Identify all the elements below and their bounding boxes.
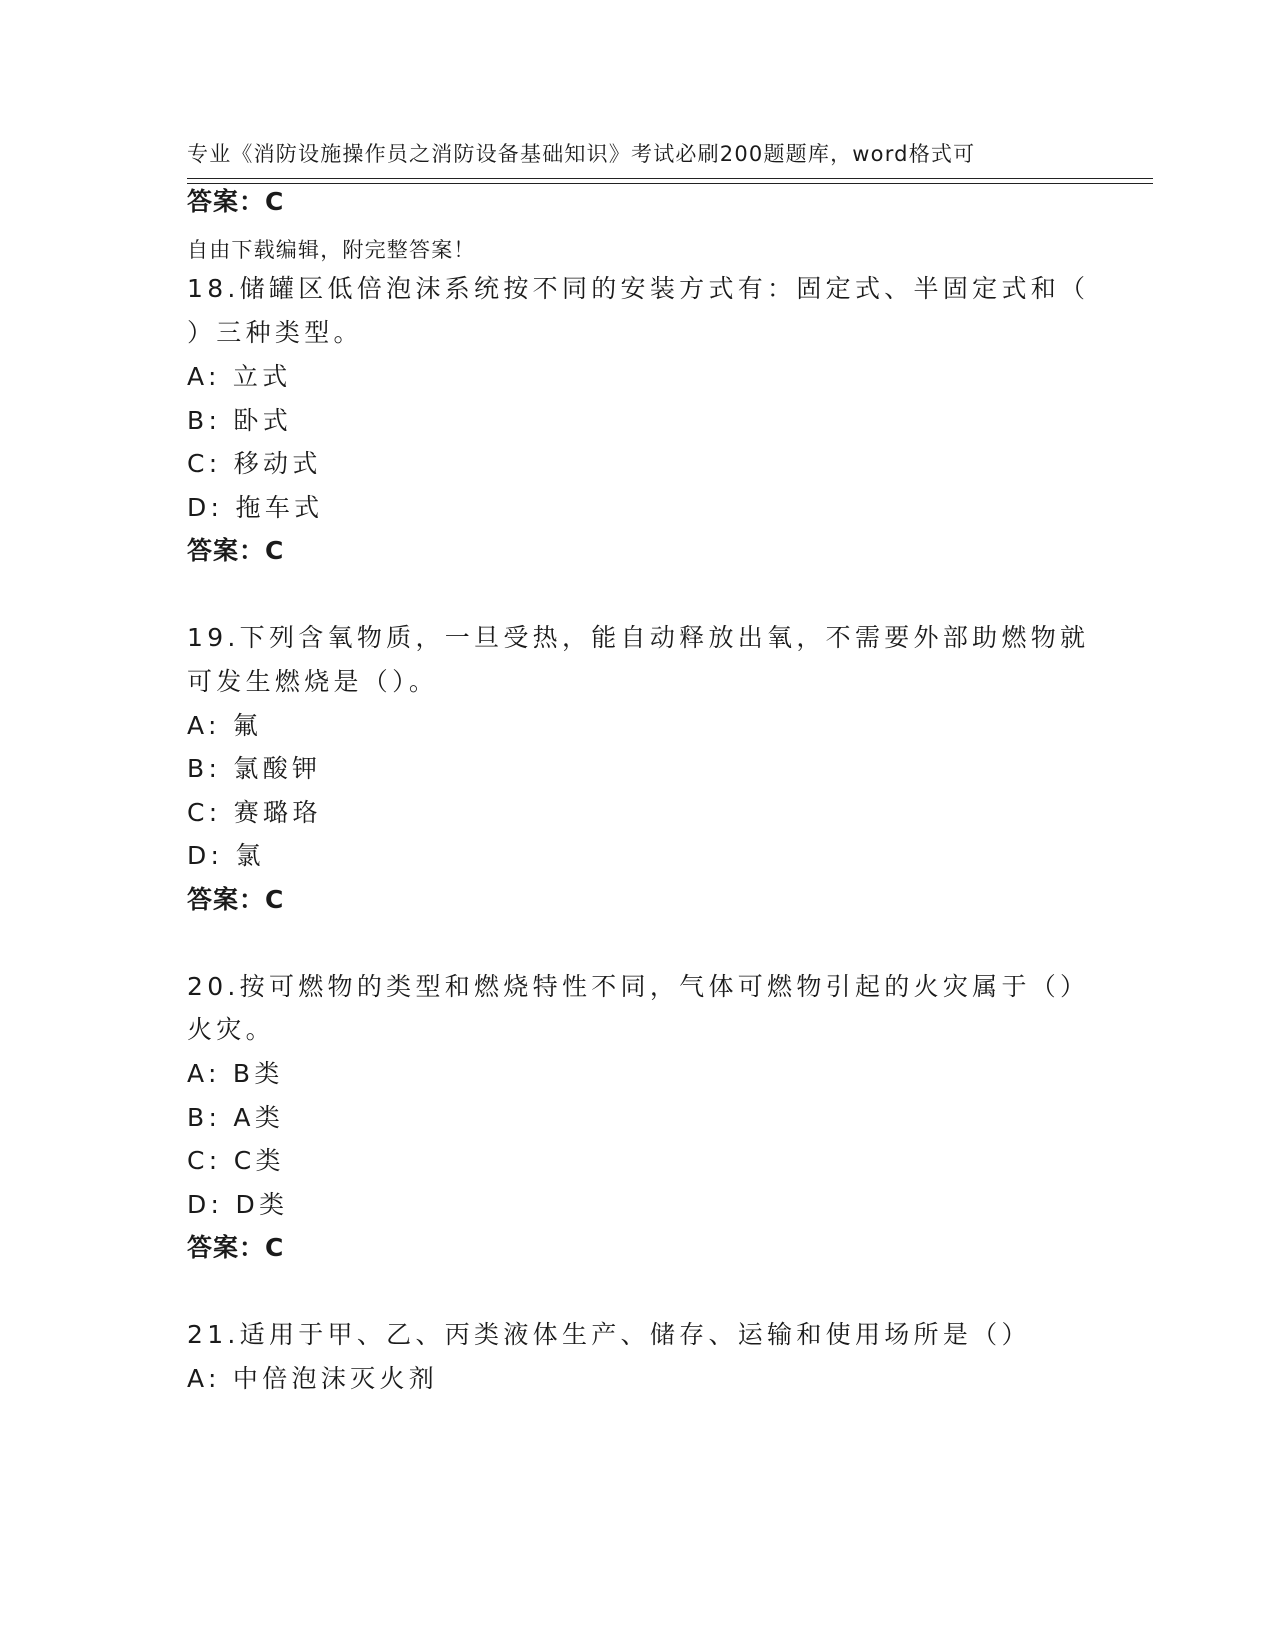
question-19-option-d: D: 氯 — [187, 841, 265, 870]
question-20-answer: 答案：C — [187, 1233, 285, 1262]
question-18-option-b: B: 卧式 — [187, 406, 293, 435]
question-19-answer: 答案：C — [187, 885, 285, 914]
question-18-option-a: A: 立式 — [187, 362, 292, 391]
question-20-option-d: D: D类 — [187, 1190, 289, 1219]
question-18-option-d: D: 拖车式 — [187, 493, 324, 522]
header-line-1: 专业《消防设施操作员之消防设备基础知识》考试必刷200题题库，word格式可 — [187, 142, 976, 166]
question-21-option-a: A: 中倍泡沫灭火剂 — [187, 1364, 439, 1393]
question-20-stem-line-1: 20.按可燃物的类型和燃烧特性不同，气体可燃物引起的火灾属于（） — [187, 972, 1090, 1001]
question-19-stem-line-2: 可发生燃烧是（）。 — [187, 667, 439, 696]
question-18-stem-line-1: 18.储罐区低倍泡沫系统按不同的安装方式有：固定式、半固定式和（ — [187, 274, 1090, 303]
question-18-stem-line-2: ）三种类型。 — [187, 318, 363, 347]
header-line-2: 自由下载编辑，附完整答案！ — [187, 238, 476, 262]
document-header — [187, 74, 1067, 298]
question-18-option-c: C: 移动式 — [187, 449, 322, 478]
question-20-option-a: A: B类 — [187, 1059, 284, 1088]
question-19-option-c: C: 赛璐珞 — [187, 798, 322, 827]
question-19-option-a: A: 氟 — [187, 711, 263, 740]
question-20-option-c: C: C类 — [187, 1146, 285, 1175]
question-19-option-b: B: 氯酸钾 — [187, 754, 322, 783]
question-20-stem-line-2: 火灾。 — [187, 1015, 275, 1044]
previous-answer: 答案：C — [187, 187, 285, 216]
question-18-answer: 答案：C — [187, 536, 285, 565]
header-divider-bottom — [187, 183, 1153, 184]
question-21-stem-line-1: 21.适用于甲、乙、丙类液体生产、储存、运输和使用场所是（） — [187, 1320, 1031, 1349]
header-divider-top — [187, 178, 1153, 179]
question-19-stem-line-1: 19.下列含氧物质，一旦受热，能自动释放出氧，不需要外部助燃物就 — [187, 623, 1090, 652]
question-20-option-b: B: A类 — [187, 1103, 285, 1132]
